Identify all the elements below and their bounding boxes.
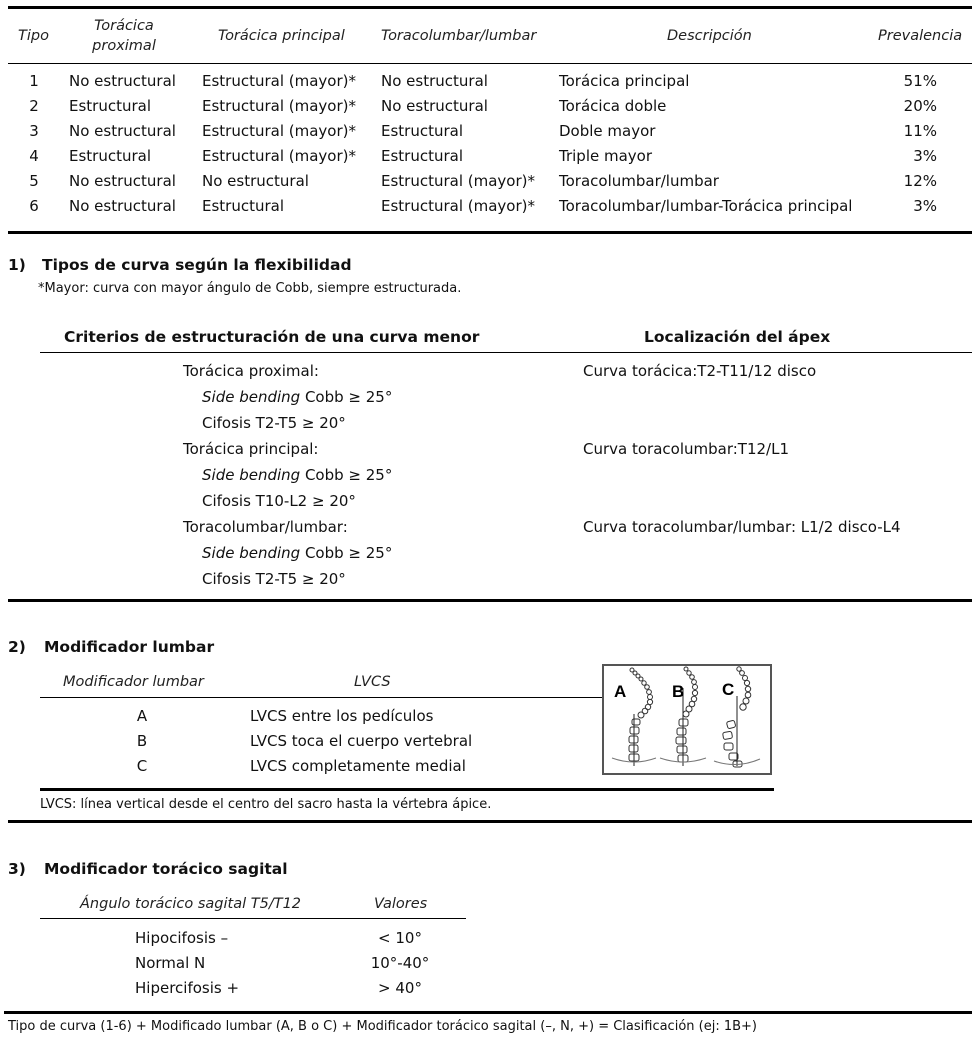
header-descripcion: Descripción [667,28,752,44]
lumbar-table-bottom-rule [40,788,774,791]
side-bending-value: Cobb ≥ 25° [300,388,393,406]
figure-label-c: C [722,680,735,699]
localizacion-header: Localización del ápex [644,328,831,346]
criterios-header-rule [40,352,972,353]
section2-bottom-rule [8,820,972,823]
cell-principal: Estructural (mayor)* [202,147,357,165]
criteria-side-bending [202,384,392,410]
section3-number: 3) [8,860,26,878]
apex-location: Curva toracolumbar:T12/L1 [583,440,789,458]
lumbar-header-rule [40,697,602,698]
cell-principal: Estructural (mayor)* [202,122,357,140]
cell-proximal: Estructural [69,147,152,165]
apex-location: Curva torácica:T2-T11/12 disco [583,362,817,380]
cell-descripcion: Toracolumbar/lumbar-Torácica principal [559,197,853,215]
cell-proximal: No estructural [69,122,176,140]
cell-tipo: 5 [29,172,39,190]
cell-descripcion: Toracolumbar/lumbar [559,172,719,190]
cell-prevalencia: 12% [903,172,937,190]
cell-toracolumbar: Estructural [381,122,464,140]
cell-prevalencia: 3% [913,147,937,165]
section2-footnote: LVCS: línea vertical desde el centro del sacro hasta la vértebra ápice. [40,797,492,812]
criteria-side-bending [202,462,392,488]
criteria-cifosis: Cifosis T2-T5 ≥ 20° [202,414,346,432]
cell-prevalencia: 11% [903,122,937,140]
cell-proximal: No estructural [69,72,176,90]
criteria-cifosis: Cifosis T10-L2 ≥ 20° [202,492,356,510]
cell-tipo: 2 [29,97,39,115]
criteria-cifosis: Cifosis T2-T5 ≥ 20° [202,570,346,588]
sagital-header-rule [40,918,466,919]
cell-sagital-label: Hipercifosis + [135,979,240,997]
cell-principal: Estructural (mayor)* [202,72,357,90]
header-toracolumbar: Toracolumbar/lumbar [381,28,537,44]
criteria-group-name: Toracolumbar/lumbar: [183,518,348,536]
cell-modificador: C [136,757,148,775]
side-bending-value: Cobb ≥ 25° [300,544,393,562]
side-bending-italic: Side bending [202,544,301,562]
cell-lvcs: LVCS toca el cuerpo vertebral [250,732,473,750]
section3-title: Modificador torácico sagital [44,860,288,878]
figure-label-a: A [614,682,627,701]
cell-modificador: B [136,732,148,750]
criteria-side-bending [202,540,392,566]
cell-sagital-label: Normal N [135,954,206,972]
main-table-bottom-rule [8,231,972,234]
cell-tipo: 1 [29,72,39,90]
section1-title: Tipos de curva según la flexibilidad [42,256,352,274]
cell-sagital-label: Hipocifosis – [135,929,229,947]
cell-proximal: No estructural [69,197,176,215]
header-tipo: Tipo [18,28,49,44]
cell-sagital-value: < 10° [378,929,422,947]
section2-number: 2) [8,638,26,656]
cell-descripcion: Torácica doble [559,97,667,115]
header-toracica-proximal-line2: proximal [92,38,156,54]
header-angulo: Ángulo torácico sagital T5/T12 [80,896,302,912]
cell-prevalencia: 3% [913,197,937,215]
side-bending-italic: Side bending [202,466,301,484]
criteria-group-name: Torácica principal: [183,440,319,458]
section1-number: 1) [8,256,26,274]
cell-toracolumbar: No estructural [381,72,488,90]
cell-toracolumbar: No estructural [381,97,488,115]
cell-principal: Estructural [202,197,285,215]
spine-diagram-icon [604,666,770,773]
cell-descripcion: Triple mayor [559,147,653,165]
cell-principal: Estructural (mayor)* [202,97,357,115]
header-toracica-principal: Torácica principal [218,28,345,44]
header-toracica-proximal-line1: Torácica [94,18,154,34]
spine-c [714,667,760,767]
cell-tipo: 6 [29,197,39,215]
classification-formula: Tipo de curva (1-6) + Modificado lumbar (A, B o C) + Modificador torácico sagital (–, N, +) = Clasificación (ej: 1B+) [8,1019,757,1034]
section1-note: *Mayor: curva con mayor ángulo de Cobb, siempre estructurada. [38,281,462,296]
header-valores: Valores [374,896,428,912]
header-modificador-lumbar: Modificador lumbar [63,674,204,690]
cell-tipo: 3 [29,122,39,140]
cell-descripcion: Torácica principal [559,72,690,90]
cell-prevalencia: 51% [903,72,937,90]
figure-label-b: B [672,682,685,701]
cell-proximal: No estructural [69,172,176,190]
cell-principal: No estructural [202,172,309,190]
cell-toracolumbar: Estructural (mayor)* [381,172,536,190]
cell-proximal: Estructural [69,97,152,115]
main-table-top-rule [8,6,972,9]
apex-location: Curva toracolumbar/lumbar: L1/2 disco-L4 [583,518,901,536]
cell-tipo: 4 [29,147,39,165]
cell-modificador: A [136,707,148,725]
side-bending-italic: Side bending [202,388,301,406]
cell-sagital-value: > 40° [378,979,422,997]
side-bending-value: Cobb ≥ 25° [300,466,393,484]
cell-toracolumbar: Estructural (mayor)* [381,197,536,215]
header-lvcs: LVCS [354,674,391,690]
section3-bottom-rule [4,1011,972,1014]
cell-sagital-value: 10°-40° [370,954,430,972]
cell-prevalencia: 20% [903,97,937,115]
cell-lvcs: LVCS entre los pedículos [250,707,434,725]
cell-descripcion: Doble mayor [559,122,656,140]
section2-title: Modificador lumbar [44,638,215,656]
criteria-group-name: Torácica proximal: [183,362,319,380]
cell-toracolumbar: Estructural [381,147,464,165]
criterios-header: Criterios de estructuración de una curva menor [64,328,480,346]
lumbar-modifier-figure [602,664,772,775]
header-toracica-proximal [78,16,170,56]
cell-lvcs: LVCS completamente medial [250,757,466,775]
section1-bottom-rule [8,599,972,602]
header-prevalencia: Prevalencia [878,28,963,44]
main-table-header-rule [8,63,972,64]
